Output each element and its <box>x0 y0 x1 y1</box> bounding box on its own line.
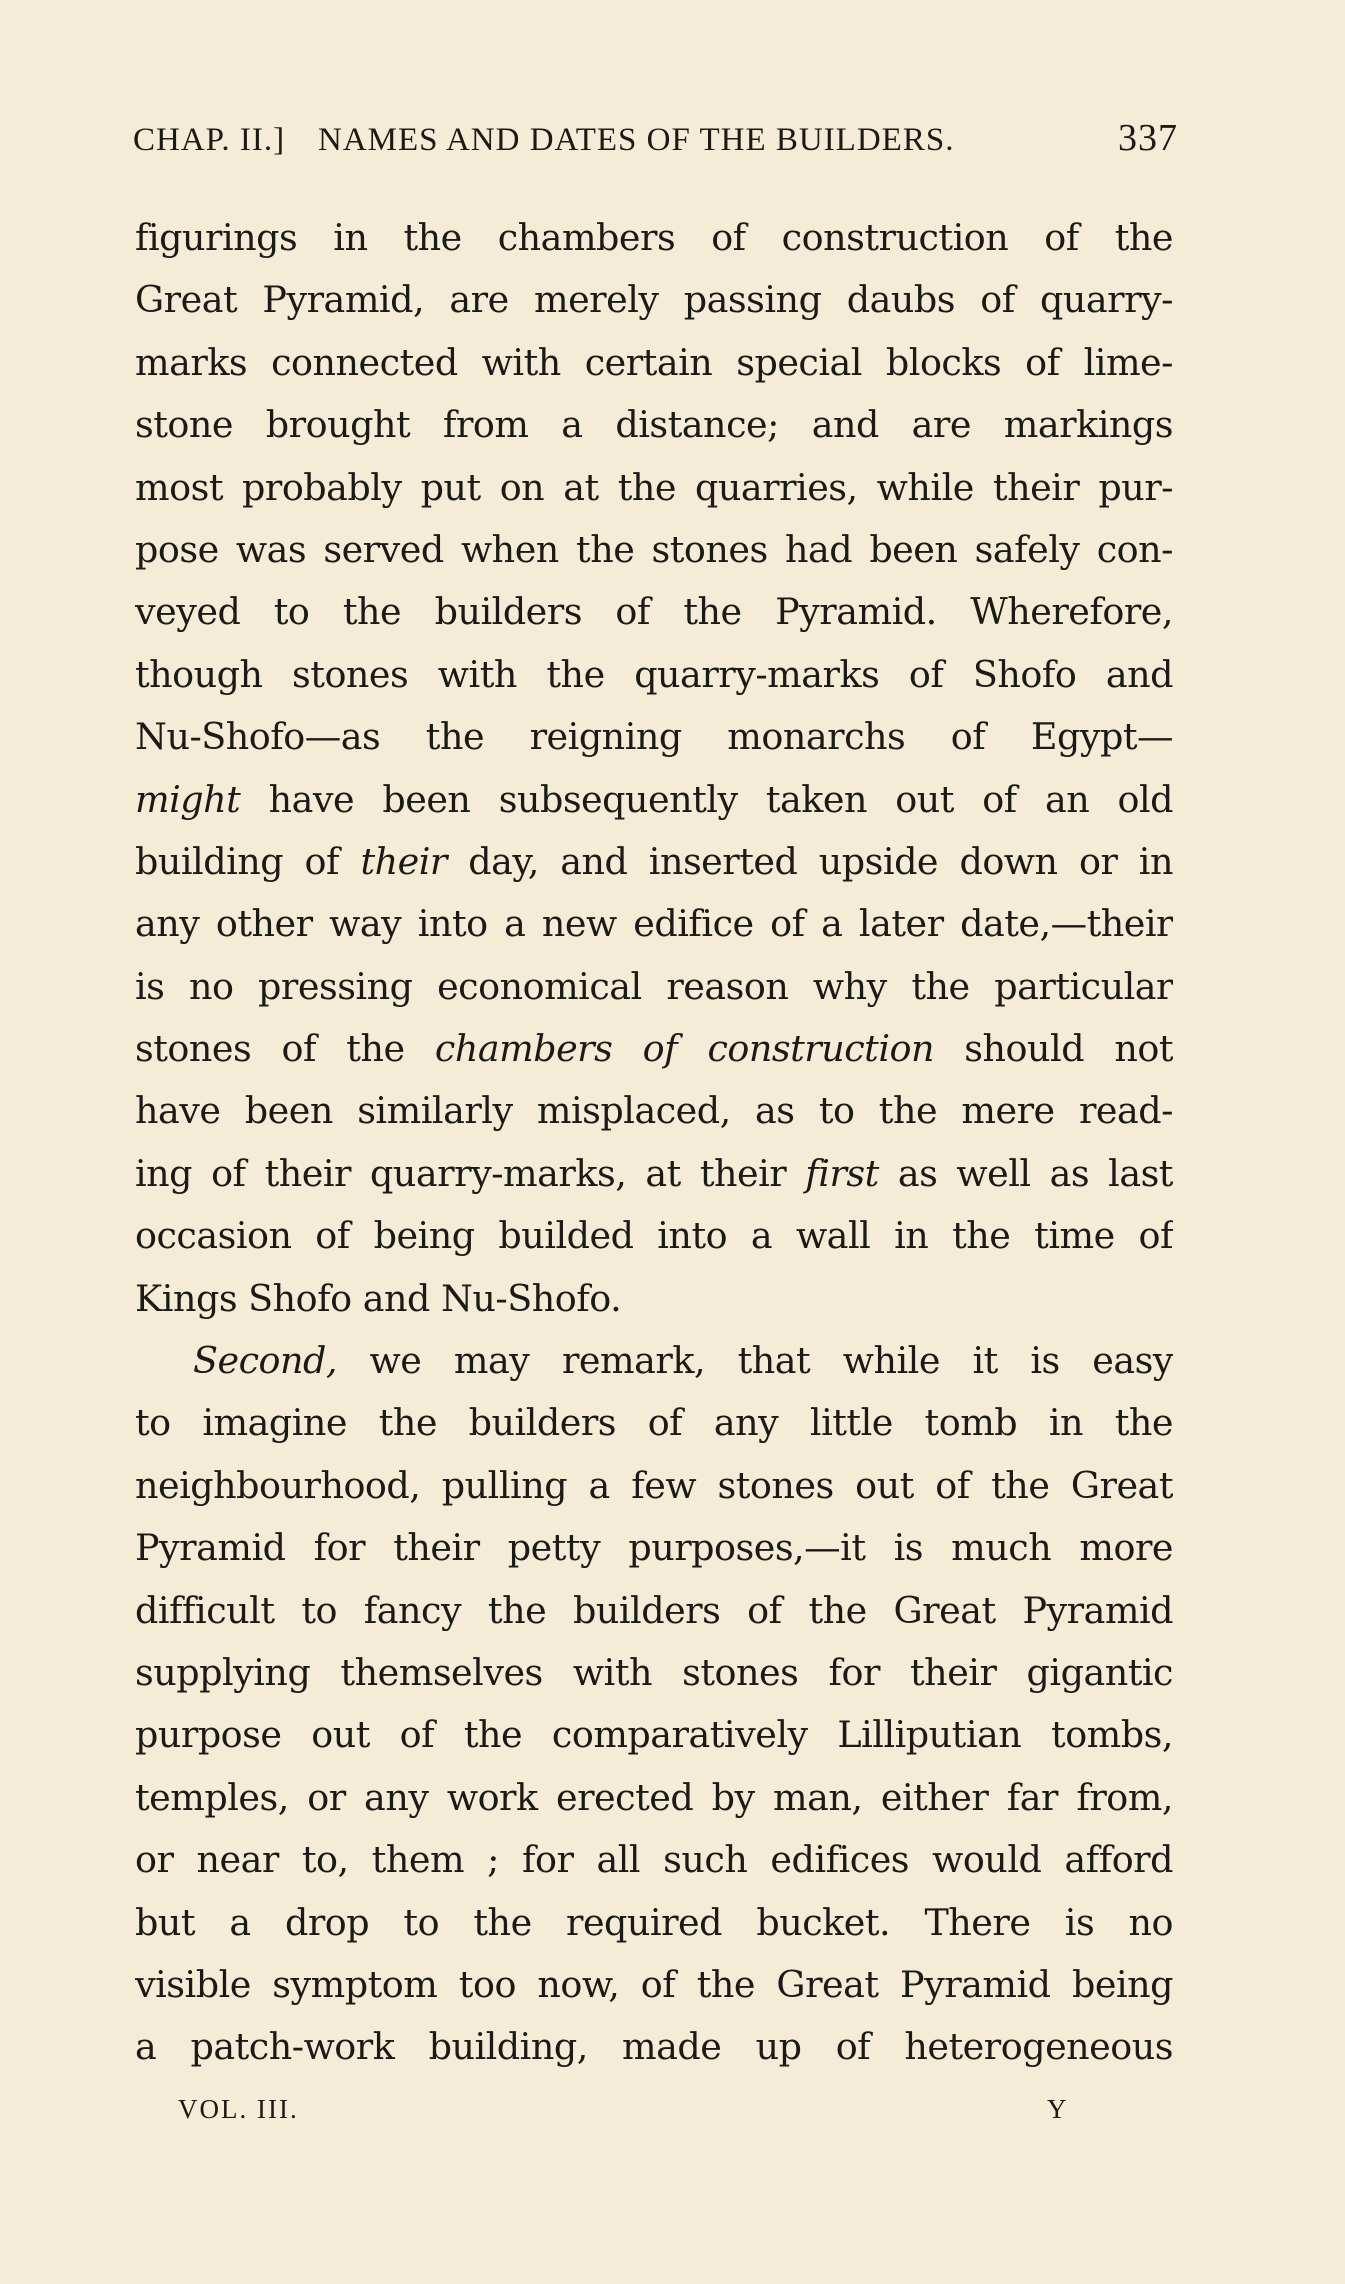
text-line: have been similarly misplaced, as to the mere read- <box>135 1089 1173 1133</box>
text-line: Pyramid for their petty purposes,—it is much more <box>135 1526 1173 1570</box>
italic-phrase: chambers of construction <box>434 1027 934 1071</box>
text-line: figurings in the chambers of construction of the <box>135 216 1173 259</box>
text-line: difficult to fancy the builders of the Great Pyramid <box>135 1588 1173 1632</box>
text-line: to imagine the builders of any little tomb in the <box>135 1401 1173 1445</box>
text-line: purpose out of the comparatively Lilliputian tombs, <box>135 1713 1173 1757</box>
body-text <box>135 207 1173 2079</box>
text-line: Nu-Shofo—as the reigning monarchs of Egypt— <box>135 715 1173 759</box>
running-title: NAMES AND DATES OF THE BUILDERS. <box>318 122 955 158</box>
text-line: but a drop to the required bucket. There is no <box>135 1900 1173 1944</box>
text-line: or near to, them ; for all such edifices would afford <box>135 1838 1173 1882</box>
text-line <box>135 1330 1173 1392</box>
line-text-post: should not <box>964 1027 1173 1071</box>
text-line: veyed to the builders of the Pyramid. Wherefore, <box>135 590 1173 634</box>
text-line: temples, or any work erected by man, either far from, <box>135 1775 1173 1819</box>
text-line <box>135 769 1173 831</box>
text-line <box>135 1018 1173 1080</box>
signature-mark: Y <box>1047 2094 1069 2124</box>
italic-word: Second, <box>193 1339 337 1383</box>
text-line: Great Pyramid, are merely passing daubs of quarry- <box>135 278 1173 322</box>
text-line: marks connected with certain special blocks of lime- <box>135 340 1173 384</box>
italic-word: first <box>805 1151 879 1195</box>
page-footer <box>0 2094 1345 2134</box>
text-line: visible symptom too now, of the Great Pyramid being <box>135 1962 1173 2006</box>
text-line <box>135 1143 1173 1205</box>
line-text-pre: building of <box>135 839 340 883</box>
line-text-post: as well as last <box>897 1151 1173 1195</box>
text-line: occasion of being builded into a wall in the time of <box>135 1214 1173 1258</box>
line-text: have been subsequently taken out of an old <box>268 777 1173 821</box>
text-line: Kings Shofo and Nu-Shofo. <box>135 1276 622 1320</box>
text-line: though stones with the quarry-marks of Shofo and <box>135 652 1173 696</box>
text-line: stone brought from a distance; and are markings <box>135 403 1173 447</box>
italic-word: might <box>135 777 241 821</box>
italic-word: their <box>360 839 447 883</box>
text-line: any other way into a new edifice of a later date,—their <box>135 902 1173 946</box>
text-line: is no pressing economical reason why the particular <box>135 964 1173 1008</box>
text-line: neighbourhood, pulling a few stones out of the Great <box>135 1463 1173 1507</box>
chapter-label: CHAP. II.] <box>133 122 286 158</box>
line-text: we may remark, that while it is easy <box>369 1339 1173 1383</box>
page-number: 337 <box>1118 117 1178 159</box>
volume-label: VOL. III. <box>178 2094 299 2124</box>
text-line: supplying themselves with stones for their gigantic <box>135 1650 1173 1694</box>
text-line: a patch-work building, made up of heterogeneous <box>135 2025 1173 2069</box>
line-text-post: day, and inserted upside down or in <box>468 839 1173 883</box>
running-head <box>133 117 1178 172</box>
text-line: pose was served when the stones had been safely con- <box>135 527 1173 571</box>
line-text-pre: stones of the <box>135 1027 405 1071</box>
text-line <box>135 831 1173 893</box>
text-line: most probably put on at the quarries, while their pur- <box>135 465 1173 509</box>
line-text-pre: ing of their quarry-marks, at their <box>135 1151 787 1195</box>
